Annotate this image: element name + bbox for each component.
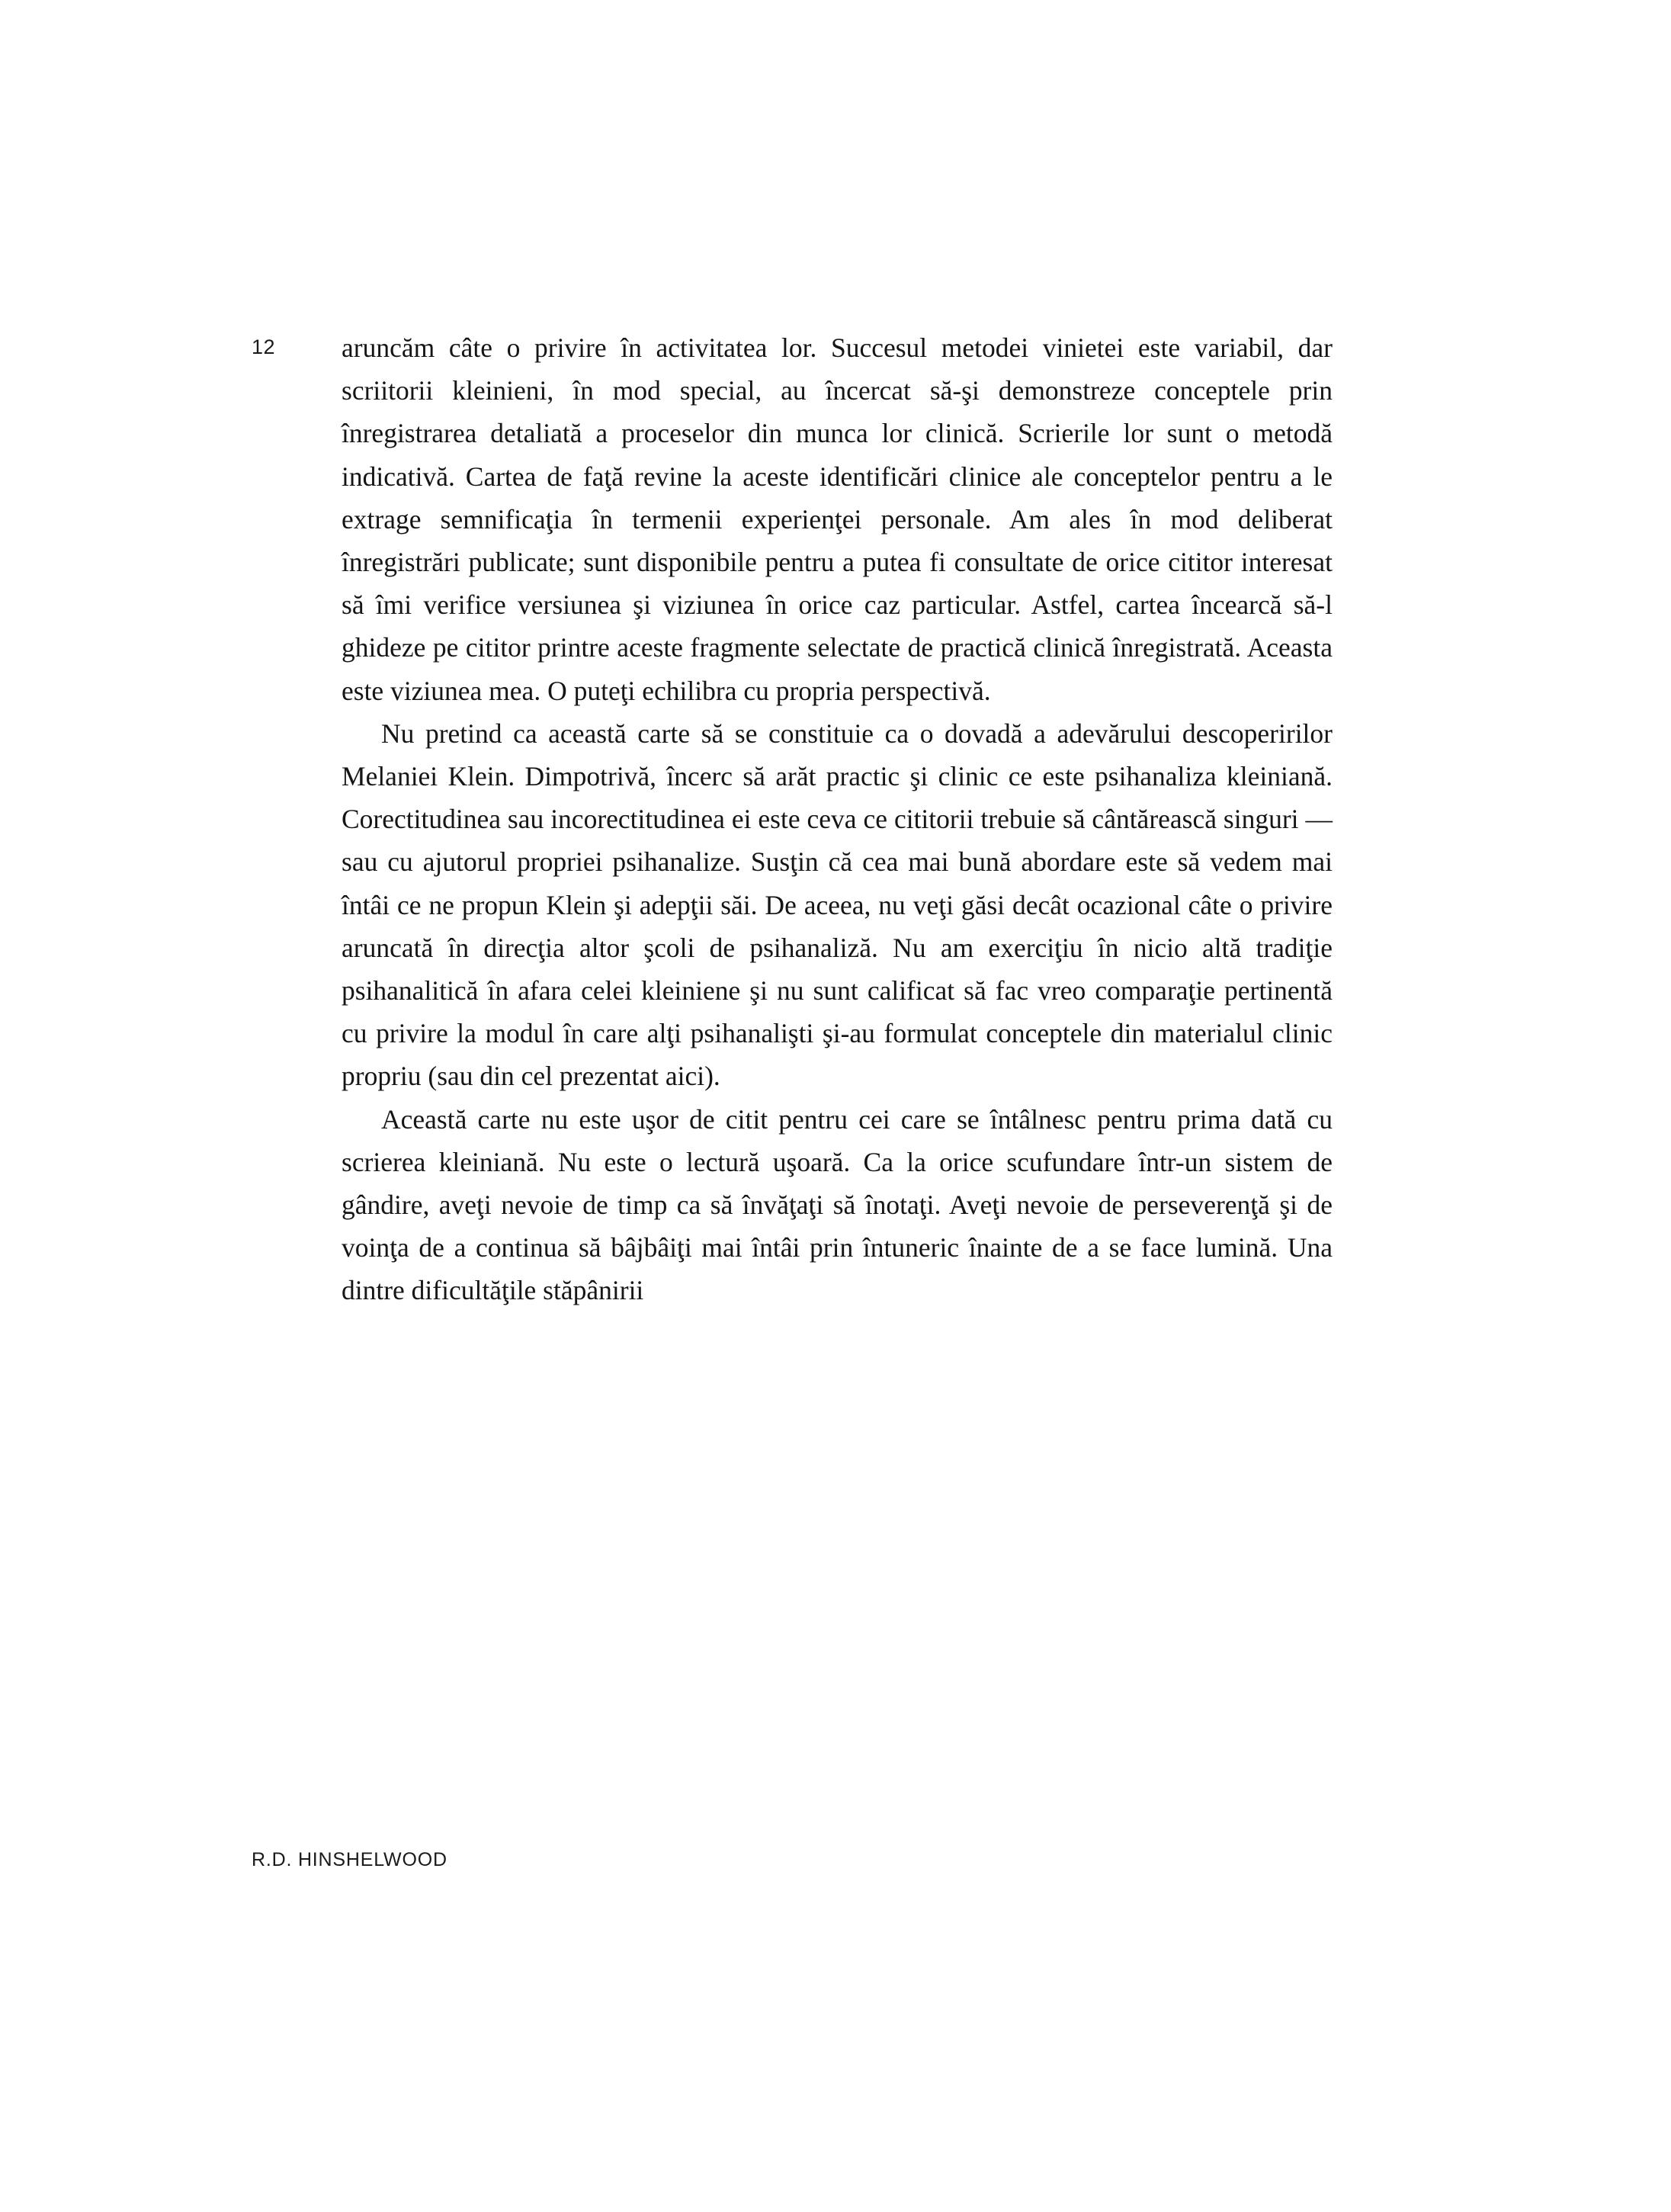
paragraph: Această carte nu este uşor de citit pentru cei care se întâlnesc pentru prima dată cu scrierea kleiniană. Nu este o lectură uşoară. Ca la orice scufundare într-un sistem de gândire, aveţi nevoie de timp ca să învăţaţi să înotaţi. Aveţi nevoie de perseverenţă şi de voinţa de a continua să bâjbâiţi mai întâi prin întuneric înainte de a se face lumină. Una dintre dificultăţile stăpânirii bbox=[342, 1103, 1333, 1306]
page-number: 12 bbox=[252, 335, 276, 358]
body-text-block bbox=[342, 326, 1333, 1312]
paragraph: Nu pretind ca această carte să se constituie ca o dovadă a adevărului descoperirilor Melaniei Klein. Dimpotrivă, încerc să arăt practic şi clinic ce este psihanaliza kleiniană. Corectitudinea sau incorectitudinea ei este ceva ce cititorii trebuie să cântărească singuri — sau cu ajutorul propriei psihanalize. Susţin că cea mai bună abordare este să vedem mai întâi ce ne propun Klein şi adepţii săi. De aceea, nu veţi găsi decât ocazional câte o privire aruncată în direcţia altor şcoli de psihanaliză. Nu am exerciţiu în nicio altă tradiţie psihanalitică în afara celei kleiniene şi nu sunt calificat să fac vreo comparaţie pertinentă cu privire la modul în care alţi psihanalişti şi-au formulat conceptele din materialul clinic propriu (sau din cel prezentat aici). bbox=[342, 718, 1333, 1092]
paragraph: aruncăm câte o privire în activitatea lor. Succesul metodei vinietei este variabil, dar scriitorii kleinieni, în mod special, au încercat să-şi demonstreze conceptele prin înregistrarea detaliată a proceselor din munca lor clinică. Scrierile lor sunt o metodă indicativă. Cartea de faţă revine la aceste identificări clinice ale conceptelor pentru a le extrage semnificaţia în termenii experienţei personale. Am ales în mod deliberat înregistrări publicate; sunt disponibile pentru a putea fi consultate de orice cititor interesat să îmi verifice versiunea şi viziunea în orice caz particular. Astfel, cartea încearcă să-l ghideze pe cititor printre aceste fragmente selectate de practică clinică înregistrată. Aceasta este viziunea mea. O puteţi echilibra cu propria perspectivă. bbox=[342, 332, 1333, 706]
running-foot-author: R.D. HINSHELWOOD bbox=[252, 1849, 447, 1870]
